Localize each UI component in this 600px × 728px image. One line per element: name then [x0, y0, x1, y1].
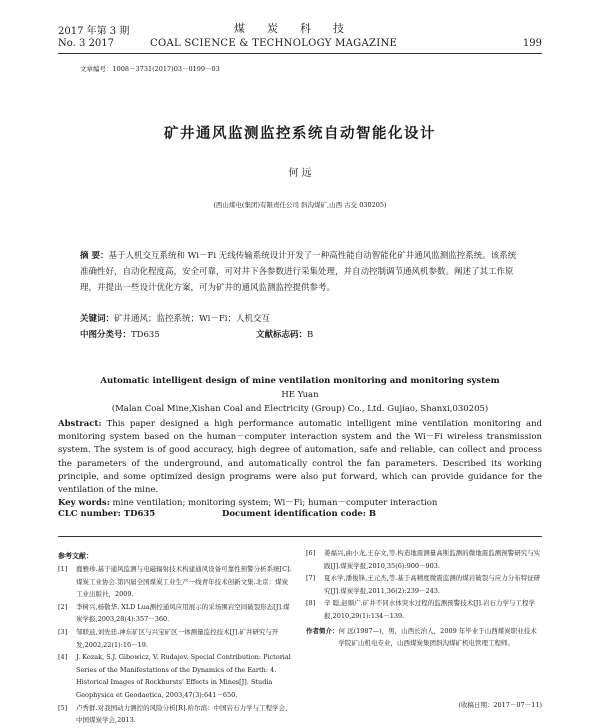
header-rule [58, 53, 542, 54]
doc-code-cn [256, 328, 313, 340]
doc-code-en-label: Document identification code: [222, 509, 366, 519]
reference-item [306, 547, 542, 572]
reference-item [306, 597, 542, 622]
reference-item [58, 651, 292, 701]
page-number: 199 [522, 38, 542, 49]
reference-item [58, 563, 292, 601]
author-bio-text: 何 远(1987—)，男，山西长治人，2009 年毕业于山西煤炭职业技术学院矿山机电专业，山西煤炭集团斜沟煤矿机电管理工程师。 [338, 626, 537, 648]
reference-number: [5] [58, 703, 68, 712]
reference-number: [1] [58, 565, 68, 573]
abstract-cn [80, 248, 520, 297]
reference-text: J. Kozak, S.J. Gibowicz, V. Rudajev. Special Contribution: Pictorial Series of the Manifestations of the Dynamics of the Earth: 4. Historical Images of Rockbursts' Effects in Mines[J]. Studia Geophysica et Geodaetica, 2003,47(3):641－650. [76, 653, 291, 699]
reference-number: [2] [58, 602, 68, 611]
reference-number: [8] [306, 599, 316, 608]
author-en: HE Yuan [281, 390, 319, 400]
journal-name-cn: 煤炭科技 [234, 22, 366, 35]
reference-text: 姜福兴,曲小龙,王存文,等.构造地震测量高斯监测的微地震监测预警研究与实践[J].煤炭学报,2010,35(6):900－903. [324, 549, 541, 570]
abstract-en [58, 418, 542, 497]
affiliation-en: (Malan Coal Mine,Xishan Coal and Electricity (Group) Co., Ltd. Gujiao, Shanxi,030205) [111, 404, 489, 414]
doc-code-en [222, 509, 376, 519]
reference-number: [4] [58, 653, 68, 662]
reference-item [58, 626, 292, 651]
keywords-en [58, 496, 437, 508]
received-date: (收稿日期：2017－07－11) [458, 701, 542, 709]
doc-code-cn-value: B [307, 330, 314, 340]
keywords-en-text: mine ventilation; monitoring system; Wi－Fi; human－computer interaction [109, 498, 438, 508]
reference-text: 邹联兹,刘先廷.神东矿区与兴宝矿区一体测量监控技术[J].矿井研究与开发,2002,22(1):16－19. [76, 627, 279, 649]
paper-title-cn: 矿井通风监测监控系统自动智能化设计 [164, 125, 436, 142]
reference-item [58, 601, 292, 626]
issue-en: No. 3 2017 [58, 38, 114, 49]
references-left-column [58, 563, 292, 727]
reference-number: [7] [306, 574, 316, 583]
reference-number: [6] [306, 549, 316, 557]
reference-number: [3] [58, 627, 68, 636]
classification-cn-label: 中图分类号： [80, 330, 132, 340]
references-heading: 参考文献： [58, 551, 93, 560]
abstract-cn-label: 摘 要： [80, 251, 109, 261]
keywords-cn-text: 矿井通风；监控系统；Wi－Fi；人机交互 [114, 314, 270, 324]
journal-name-en: COAL SCIENCE & TECHNOLOGY MAGAZINE [150, 38, 398, 49]
paper-title-en: Automatic intelligent design of mine ventilation monitoring and monitoring system [100, 376, 500, 386]
reference-text: 卢秀群.对我国动力测控的风险分析[R].哈尔滨：中国岩石力学与工程学会，中国煤炭学会,2013. [76, 703, 292, 725]
classification-cn [80, 328, 160, 340]
doc-code-en-value: B [365, 509, 377, 519]
author-cn: 何 远 [288, 168, 312, 179]
reference-text: 辛 聪,赵顺广.矿井不同水体突水过程的监测预警技术[J].岩石力学与工程学报,2010,29(1):134－139. [324, 599, 535, 620]
affiliation-cn: (西山煤电(集团)有限责任公司 斜沟煤矿,山西 古交 030205) [213, 201, 387, 209]
author-bio-label: 作者简介： [306, 626, 339, 635]
reference-text: 夏永学,潘俊锋,王元杰,等.基于高精度微震监测的煤岩破裂与应力分布特征研究[J].煤炭学报,2011,36(2):239－243. [324, 574, 541, 595]
reference-item [58, 702, 292, 727]
abstract-en-text: This paper designed a high performance automatic intelligent mine ventilation monitoring and monitoring system based on the human－computer interaction system and the Wi－Fi wireless transmission system. The system is of good accuracy, high degree of automation, safe and reliable, can collect and process the parameters of the underground, and automatically control the fan parameters. Described its working principle, and some optimized design programs were also put forward, which can provide guidance for the ventilation of the mine. [58, 419, 542, 496]
abstract-cn-text: 基于人机交互系统和 Wi－Fi 无线传输系统设计开发了一种高性能自动智能化矿井通风监测监控系统。该系统准确性好，自动化程度高，安全可靠，可对井下各参数进行采集处理，并自动控制调节通风机参数。阐述了其工作原理，并提出一些设计优化方案，可为矿井的通风监测监控提供参考。 [80, 251, 517, 294]
section-rule [58, 536, 542, 537]
reference-item [306, 572, 542, 597]
classification-en-value: TD635 [120, 509, 156, 519]
classification-cn-value: TD635 [131, 330, 160, 340]
keywords-cn-label: 关键词： [80, 314, 115, 324]
reference-text: 鹿雅珍.基于通风监测与电磁辐射技术构建通风设备可靠性预警分析系统[C].煤炭工业协会.第四届全国煤炭工业生产一线青年技术创新文集.北京：煤炭工业出版社，2009. [76, 565, 292, 599]
abstract-en-label: Abstract: [58, 419, 102, 429]
author-bio [306, 625, 542, 650]
keywords-cn [80, 312, 270, 324]
classification-en-label: CLC number: [58, 509, 121, 519]
issue-cn: 2017 年第 3 期 [58, 26, 130, 37]
article-number: 文章编号：1008－3731(2017)03－0199－03 [80, 65, 220, 73]
references-right-column [306, 547, 542, 650]
classification-en [58, 509, 155, 519]
reference-text: 李树兴,杨敬华. XLD Lua测控通风应用展示的采场围岩空间破裂形态[J].煤炭学报,2003,28(4):357－360. [76, 602, 290, 624]
keywords-en-label: Key words: [58, 498, 110, 508]
doc-code-cn-label: 文献标志码： [256, 330, 308, 340]
